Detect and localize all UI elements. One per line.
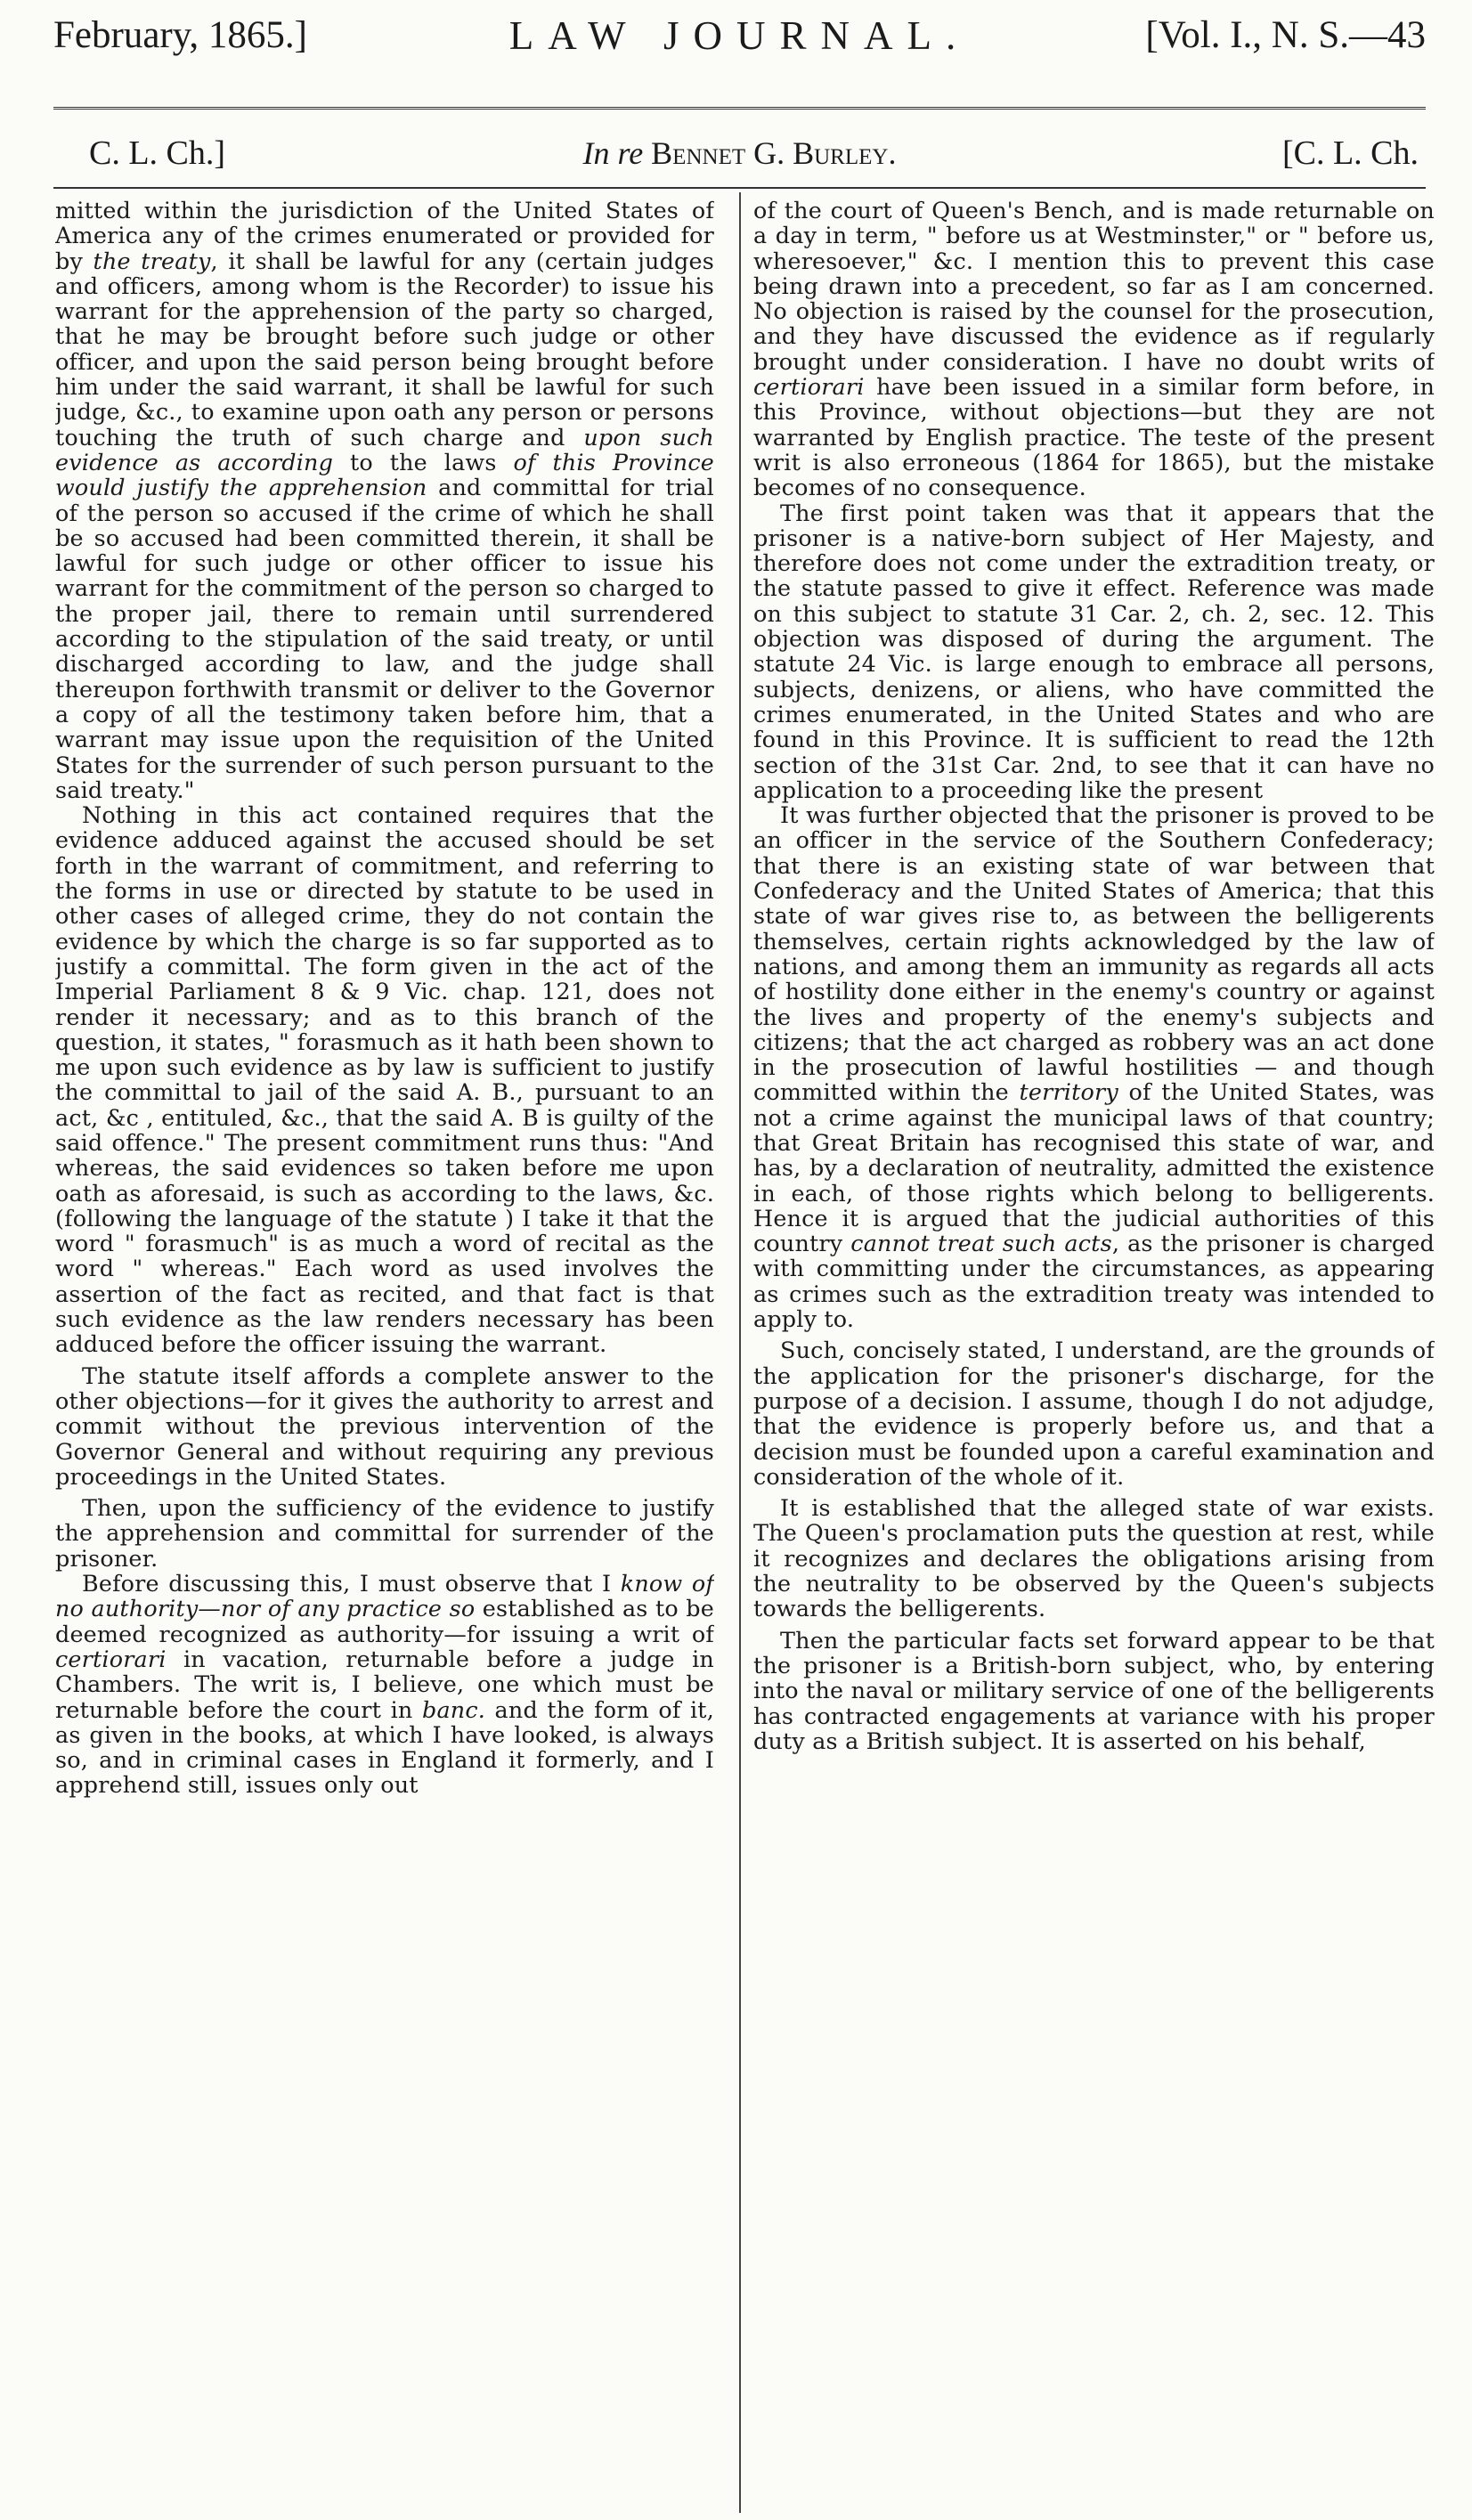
- left-column: [55, 198, 714, 2515]
- left-paragraph-3: The statute itself affords a complete answer to the other objections—for it gives the authority to arrest and commit without the previous intervention of the Governor General and without requiring any previous proceedings in the United States.: [55, 1362, 714, 1490]
- right-paragraph-2: The first point taken was that it appears that the prisoner is a native-born subject of Her Majesty, and therefore does not come under the extradition treaty, or the statute passed to give it effect. Reference was made on this subject to statute 31 Car. 2, ch. 2, sec. 12. This objection was disposed of during the argument. The statute 24 Vic. is large enough to embrace all persons, subjects, denizens, or aliens, who have committed the crimes enumerated, in the United States and who are found in this Province. It is sufficient to read the 12th section of the 31st Car. 2nd, to see that it can have no application to a proceeding like the present: [753, 499, 1435, 803]
- left-paragraph-4: Then, upon the sufficiency of the evidence to justify the apprehension and committal for surrender of the prisoner.: [55, 1494, 714, 1572]
- left-paragraph-1: mitted within the jurisdiction of the United States of America any of the crimes enumerated or provided for by the treaty, it shall be lawful for any (certain judges and officers, among whom is the Recorder) to issue his warrant for the apprehension of the party so charged, that he may be brought before such judge or other officer, and upon the said person being brought before him under the said warrant, it shall be lawful for such judge, &c., to examine upon oath any person or persons touching the truth of such charge and upon such evidence as according to the laws of this Province would justify the apprehension and committal for trial of the person so accused if the crime of which he shall be so accused had been committed therein, it shall be lawful for such judge or other officer to issue his warrant for the commitment of the person so charged to the proper jail, there to remain until surrendered according to the stipulation of the said treaty, or until discharged according to law, and the judge shall thereupon forthwith transmit or deliver to the Governor a copy of all the testimony taken before him, that a warrant may issue upon the requisition of the United States for the surrender of such person pursuant to the said treaty.": [55, 198, 714, 803]
- header-double-rule: [53, 107, 1426, 113]
- right-paragraph-6: Then the particular facts set forward appear to be that the prisoner is a British-born subject, who, by entering into the naval or military service of one of the belligerents has contracted engagements at variance with his proper duty as a British subject. It is asserted on his behalf,: [753, 1626, 1435, 1754]
- right-paragraph-1: of the court of Queen's Bench, and is made returnable on a day in term, " before us at Westminster," or " before us, wheresoever," &c. I mention this to prevent this case being drawn into a precedent, so far as I am concerned. No objection is raised by the counsel for the prosecution, and they have discussed the evidence as if regularly brought under consideration. I have no doubt writs of certiorari have been issued in a similar form before, in this Province, without objections—but they are not warranted by English practice. The teste of the present writ is also erroneous (1864 for 1865), but the mistake becomes of no consequence.: [753, 198, 1435, 501]
- header-volume-page: [Vol. I., N. S.—43: [1145, 14, 1426, 56]
- right-paragraph-5: It is established that the alleged state of war exists. The Queen's proclamation puts the question at rest, while it recognizes and declares the obligations arising from the neutrality to be observed by the Queen's subjects towards the belligerents.: [753, 1494, 1435, 1622]
- court-left: C. L. Ch.]: [89, 134, 226, 172]
- case-title: [53, 130, 1426, 176]
- left-paragraph-2: Nothing in this act contained requires that the evidence adduced against the accused should be set forth in the warrant of commitment, and referring to the forms in use or directed by statute to be used in other cases of alleged crime, they do not contain the evidence by which the charge is so far supported as to justify a committal. The form given in the act of the Imperial Parliament 8 & 9 Vic. chap. 121, does not render it necessary; and as to this branch of the question, it states, " forasmuch as it hath been shown to me upon such evidence as by law is sufficient to justify the committal to jail of the said A. B., pursuant to an act, &c , entituled, &c., that the said A. B is guilty of the said offence." The present commitment runs thus: "And whereas, the said evidences so taken before me upon oath as aforesaid, is such as according to the laws, &c. (following the language of the statute ) I take it that the word " forasmuch" is as much a word of recital as the word " whereas." Each word as used involves the assertion of the fact as recited, and that fact is that such evidence as the law renders necessary has been adduced before the officer issuing the warrant.: [55, 801, 714, 1358]
- right-paragraph-3: It was further objected that the prisoner is proved to be an officer in the service of the Southern Confederacy; that there is an existing state of war between that Confederacy and the United States of America; that this state of war gives rise to, as between the belligerents themselves, certain rights acknowledged by the law of nations, and among them an immunity as regards all acts of hostility done either in the enemy's country or against the lives and property of the enemy's subjects and citizens; that the act charged as robbery was an act done in the prosecution of lawful hostilities — and though committed within the territory of the United States, was not a crime against the municipal laws of that country; that Great Britain has recognised this state of war, and has, by a declaration of neutrality, admitted the existence in each, of those rights which belong to belligerents. Hence it is argued that the judicial authorities of this country cannot treat such acts, as the prisoner is charged with committing under the circumstances, as appearing as crimes such as the extradition treaty was intended to apply to.: [753, 801, 1435, 1333]
- journal-title: LAW JOURNAL.: [508, 13, 971, 58]
- right-paragraph-4: Such, concisely stated, I understand, are the grounds of the application for the prisoner's discharge, for the purpose of a decision. I assume, though I do not adjudge, that the evidence is properly before us, and that a decision must be founded upon a careful examination and consideration of the whole of it.: [753, 1337, 1435, 1490]
- running-header: [53, 9, 1426, 62]
- case-header: [53, 130, 1426, 176]
- court-right: [C. L. Ch.: [1281, 134, 1419, 172]
- left-paragraph-5: Before discussing this, I must observe that I know of no authority—nor of any practice so established as to be deemed recognized as authority—for issuing a writ of certiorari in vacation, returnable before a judge in Chambers. The writ is, I believe, one which must be returnable before the court in banc. and the form of it, as given in the books, at which I have looked, is always so, and in criminal cases in England it formerly, and I apprehend still, issues only out: [55, 1570, 714, 1799]
- header-date: February, 1865.]: [53, 14, 308, 56]
- case-prefix: In re: [582, 135, 644, 171]
- case-header-rule: [53, 187, 1426, 189]
- case-name: Bennet G. Burley.: [651, 135, 897, 171]
- right-column: [753, 198, 1435, 2515]
- column-divider: [739, 192, 741, 2513]
